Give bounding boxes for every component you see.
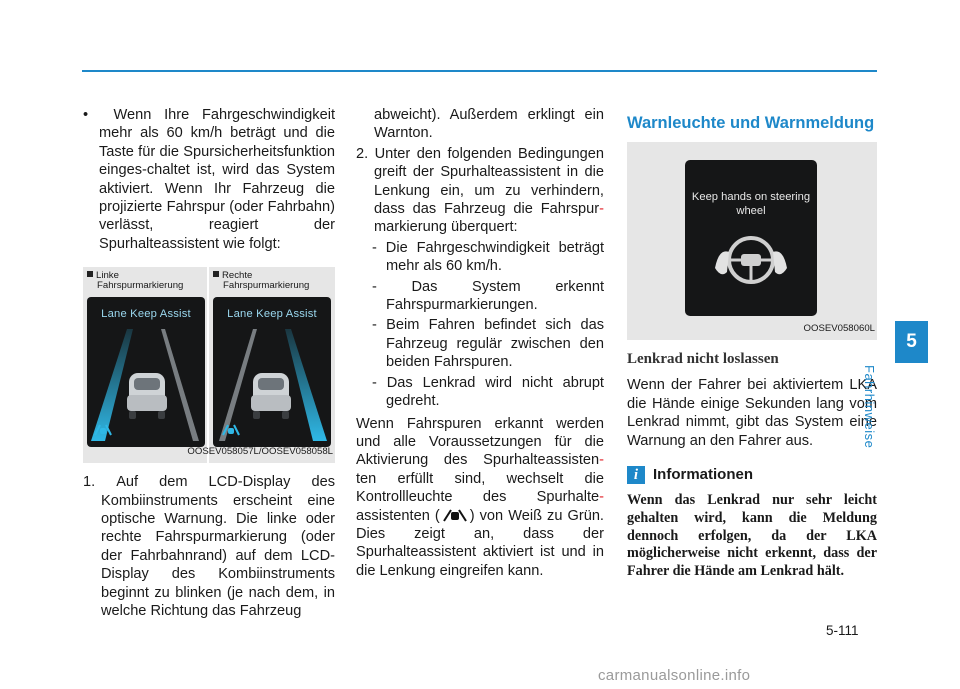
column-1 [83,106,335,621]
lka-screen-left [87,297,205,447]
car-icon [127,373,167,419]
lka-left-graphic [87,323,205,447]
condition-item: - Das System erkennt Fahrspurmarkierungen. [372,278,604,314]
left-lane-line [219,329,257,441]
steering-wheel-hands-icon [685,160,817,316]
left-lane-label: Linke Fahrspurmarkierung [87,271,183,291]
step-2: 2. Unter den folgenden Bedingungen greift der Spurhalteassistent in die Lenkung ein, um zu verhindern, dass das Fahrzeug die Fahrspur- markierung überquert: [356,145,604,236]
bullet-paragraph [83,106,335,253]
step-1: 1. Auf dem LCD-Display des Kombiinstruments erscheint eine optische Warnung. Die linke oder rechte Fahrspurmarkierung (oder der Fahrbahnrand) auf dem LCD-Display des Kombiinstruments beginnt zu blinken (je nach dem, in welche Richtung das Fahrzeug [83,474,335,620]
step-1-continued: abweicht). Außerdem erklingt ein Warnton. [374,107,604,142]
figure-divider [207,267,209,463]
lka-figure [83,267,335,463]
activation-paragraph: Wenn Fahrspuren erkannt werden und alle Voraussetzungen für die Aktivierung des Spurhalteassisten- ten erfüllt sind, wechselt die Kontrollleuchte des Spurhalte- assistenten ( ) von Weiß zu Grün. Dies zeigt an, dass der Spurhalteassistent aktiviert ist und in die Lenkung eingreifen kann. [356,415,604,579]
column-3 [627,112,877,580]
lka-indicator-icon [440,508,470,522]
right-lane-label: Rechte Fahrspurmarkierung [213,271,309,291]
column-2 [356,106,604,580]
right-lane-line [161,329,199,441]
red-hyphen: - [599,489,604,506]
red-hyphen: - [599,201,604,218]
info-header [627,466,877,484]
condition-item: - Die Fahrgeschwindigkeit beträgt mehr als 60 km/h. [372,239,604,275]
warning-message: Keep hands on steering wheel [691,191,811,217]
car-icon [251,373,291,419]
red-hyphen: - [599,452,604,469]
condition-item: - Beim Fahren befindet sich das Fahrzeug regulär zwischen den beiden Fahrspuren. [372,317,604,371]
lka-screen-title: Lane Keep Assist [101,308,191,321]
lka-screen-right [213,297,331,447]
square-bullet-icon [87,271,93,277]
section-heading: Warnleuchte und Warnmeldung [627,114,875,132]
top-rule [82,70,877,72]
left-lane-line-highlighted [91,329,133,441]
condition-item: - Das Lenkrad wird nicht abrupt gedreht. [372,374,604,410]
info-text: Wenn das Lenkrad nur sehr leicht gehalten wird, kann die Meldung dennoch erfolgen, da der LKA möglicherweise nicht erkennt, dass der Fahrer die Hände am Lenkrad hält. [627,492,877,579]
figure-code: OOSEV058060L [803,322,875,334]
watermark: carmanualsonline.info [598,667,751,684]
subsection-heading: Lenkrad nicht loslassen [627,351,779,367]
chapter-tab: 5 [895,321,928,363]
hands-warning-figure [627,142,877,340]
page-number: 5-111 [826,623,859,638]
warning-paragraph: Wenn der Fahrer bei aktiviertem LKA die Hände einige Sekunden lang vom Lenkrad nimmt, gibt das System eine Warnung an den Fahrer aus. [627,377,877,449]
lka-screen-title: Lane Keep Assist [227,308,317,321]
info-icon: i [627,466,645,484]
bullet-text: Wenn Ihre Fahrgeschwindigkeit mehr als 60 km/h beträgt und die Taste für die Spursicherheitsfunktion einges-chaltet ist, wird das System aktiviert. Wenn Ihr Fahrzeug die projizierte Fahrspur (oder Fahrbahn) verlässt, reagiert der Spurhalteassistent wie folgt: [99,107,335,252]
figure-code: OOSEV058057L/OOSEV058058L [187,445,333,457]
bullet-mark: • [83,107,89,123]
square-bullet-icon [213,271,219,277]
info-title: Informationen [653,466,753,484]
chapter-name: Fahrhinweise [861,365,877,449]
cluster-display [685,160,817,316]
right-lane-line-highlighted [285,329,327,441]
lka-right-graphic [213,323,331,447]
